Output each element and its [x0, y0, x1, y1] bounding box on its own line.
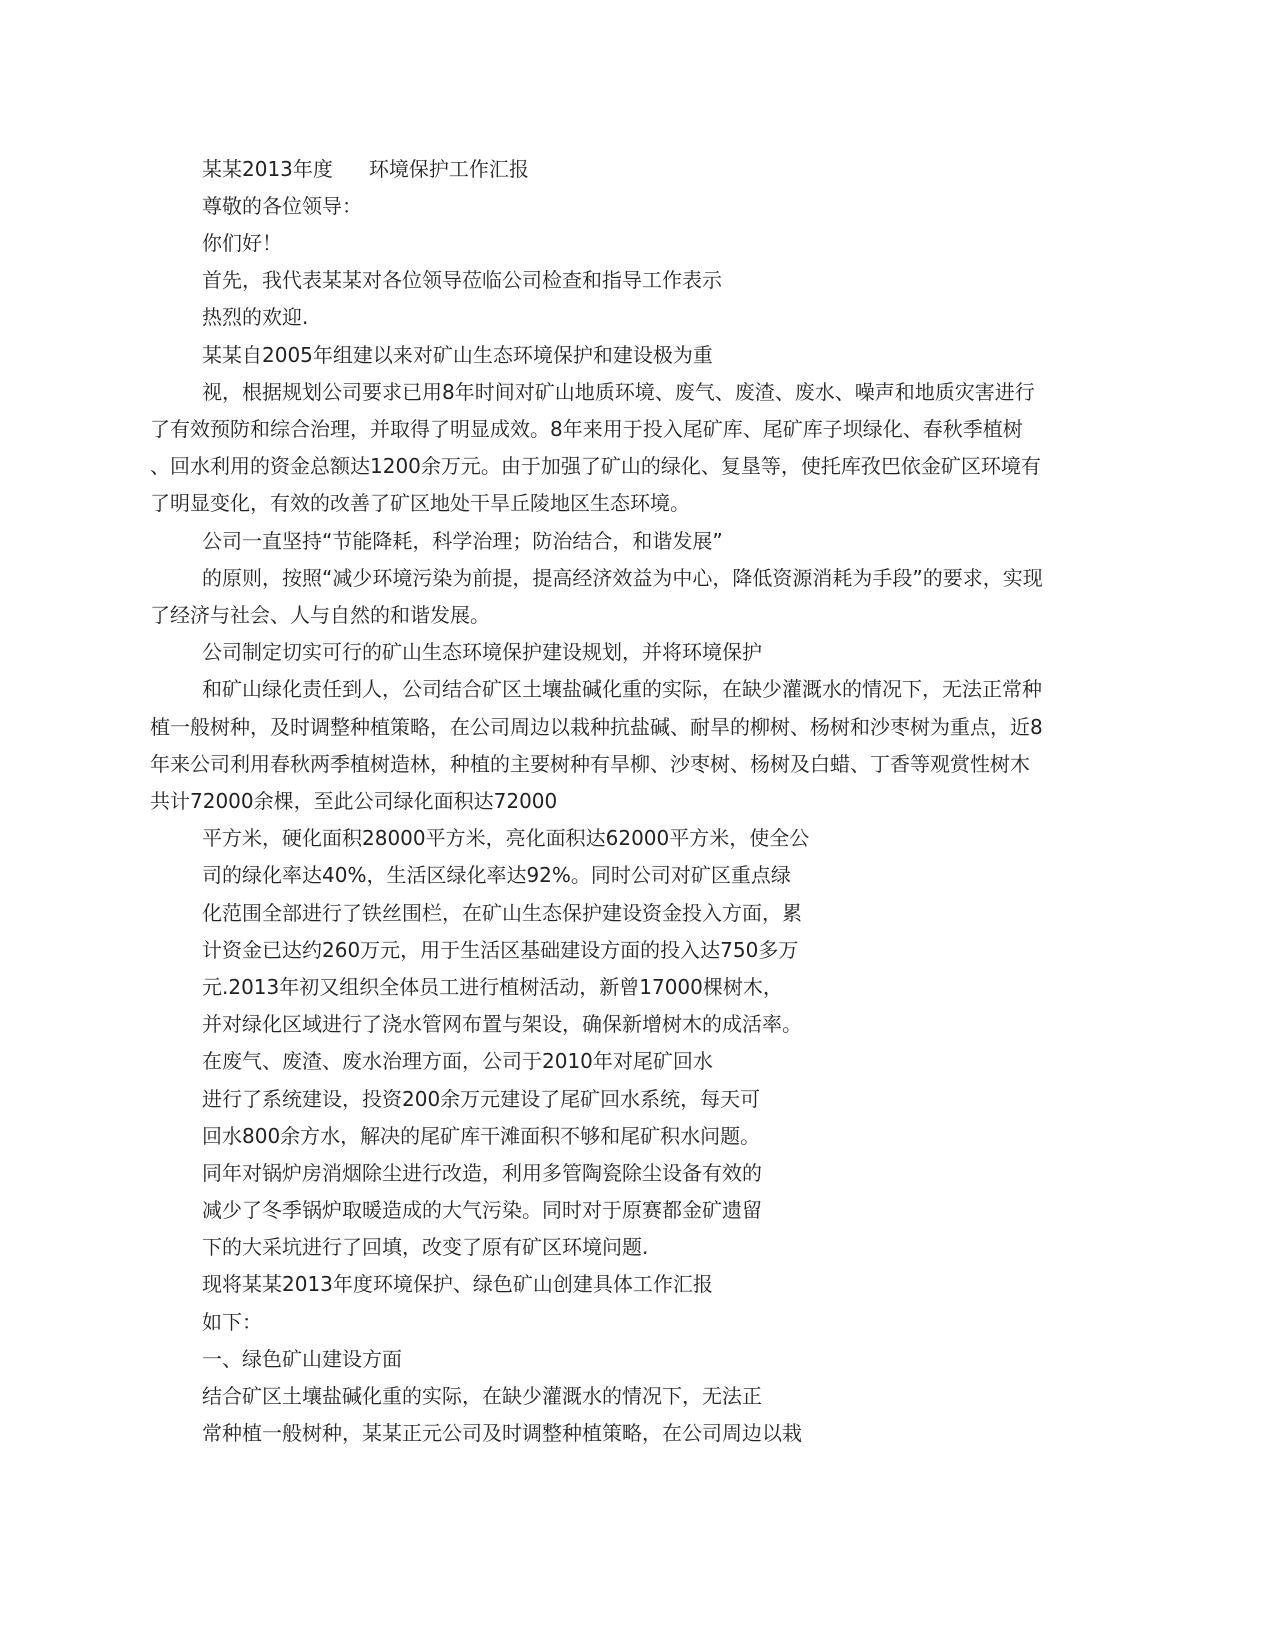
body-line: 司的绿化率达40%，生活区绿化率达92%。同时公司对矿区重点绿: [202, 863, 791, 887]
greeting-line: 你们好！: [202, 231, 282, 255]
body-line: 视，根据规划公司要求已用8年时间对矿山地质环境、废气、废渣、废水、噪声和地质灾害进行: [202, 380, 1035, 404]
body-line: 某某自2005年组建以来对矿山生态环境保护和建设极为重: [202, 343, 713, 367]
body-line: 并对绿化区域进行了浇水管网布置与架设，确保新增树木的成活率。: [202, 1012, 802, 1036]
body-line: 热烈的欢迎.: [202, 305, 309, 329]
body-line: 进行了系统建设，投资200余万元建设了尾矿回水系统，每天可: [202, 1087, 761, 1111]
body-line: 的原则，按照“减少环境污染为前提，提高经济效益为中心，降低资源消耗为手段”的要求，实现: [202, 566, 1043, 590]
body-line: 植一般树种，及时调整种植策略，在公司周边以栽种抗盐碱、耐旱的柳树、杨树和沙枣树为重点，近8: [150, 715, 1043, 739]
salutation-line: 尊敬的各位领导：: [202, 194, 362, 218]
body-line: 了经济与社会、人与自然的和谐发展。: [150, 603, 490, 627]
body-line: 、回水利用的资金总额达1200余万元。由于加强了矿山的绿化、复垦等，使托库孜巴依金矿区环境有: [150, 454, 1041, 478]
title-part-2: 环境保护工作汇报: [368, 157, 529, 181]
body-line: 元.2013年初又组织全体员工进行植树活动，新曾17000棵树木，: [202, 975, 783, 999]
body-line: 现将某某2013年度环境保护、绿色矿山创建具体工作汇报: [202, 1272, 713, 1296]
title-part-1: 某某2013年度: [202, 157, 333, 181]
body-line: 结合矿区土壤盐碱化重的实际，在缺少灌溉水的情况下，无法正: [202, 1384, 762, 1408]
body-line: 在废气、废渣、废水治理方面，公司于2010年对尾矿回水: [202, 1049, 713, 1073]
document-title: [202, 157, 529, 181]
body-line: 回水800余方水，解决的尾矿库干滩面积不够和尾矿积水问题。: [202, 1124, 761, 1148]
body-line: 了明显变化，有效的改善了矿区地处干旱丘陵地区生态环境。: [150, 491, 690, 515]
body-line: 同年对锅炉房消烟除尘进行改造，利用多管陶瓷除尘设备有效的: [202, 1161, 762, 1185]
body-line: 常种植一般树种，某某正元公司及时调整种植策略，在公司周边以栽: [202, 1421, 802, 1445]
body-line: 首先，我代表某某对各位领导莅临公司检查和指导工作表示: [202, 268, 722, 292]
body-line: 化范围全部进行了铁丝围栏，在矿山生态保护建设资金投入方面，累: [202, 901, 802, 925]
body-line: 公司一直坚持“节能降耗，科学治理；防治结合，和谐发展”: [202, 529, 723, 553]
body-line: 平方米，硬化面积28000平方米，亮化面积达62000平方米，使全公: [202, 826, 810, 850]
body-line: 下的大采坑进行了回填，改变了原有矿区环境问题.: [202, 1235, 649, 1259]
body-line: 年来公司利用春秋两季植树造林，种植的主要树种有旱柳、沙枣树、杨树及白蜡、丁香等观赏性树木: [150, 752, 1030, 776]
body-line: 了有效预防和综合治理，并取得了明显成效。8年来用于投入尾矿库、尾矿库子坝绿化、春秋季植树: [150, 417, 1023, 441]
body-line: 和矿山绿化责任到人，公司结合矿区土壤盐碱化重的实际，在缺少灌溉水的情况下，无法正常种: [202, 677, 1042, 701]
section-heading: 一、绿色矿山建设方面: [202, 1347, 402, 1371]
body-line: 如下：: [202, 1310, 262, 1334]
body-line: 共计72000余棵，至此公司绿化面积达72000: [150, 789, 558, 813]
body-line: 减少了冬季锅炉取暖造成的大气污染。同时对于原赛都金矿遗留: [202, 1198, 762, 1222]
body-line: 计资金已达约260万元，用于生活区基础建设方面的投入达750多万: [202, 938, 799, 962]
body-line: 公司制定切实可行的矿山生态环境保护建设规划，并将环境保护: [202, 640, 762, 664]
